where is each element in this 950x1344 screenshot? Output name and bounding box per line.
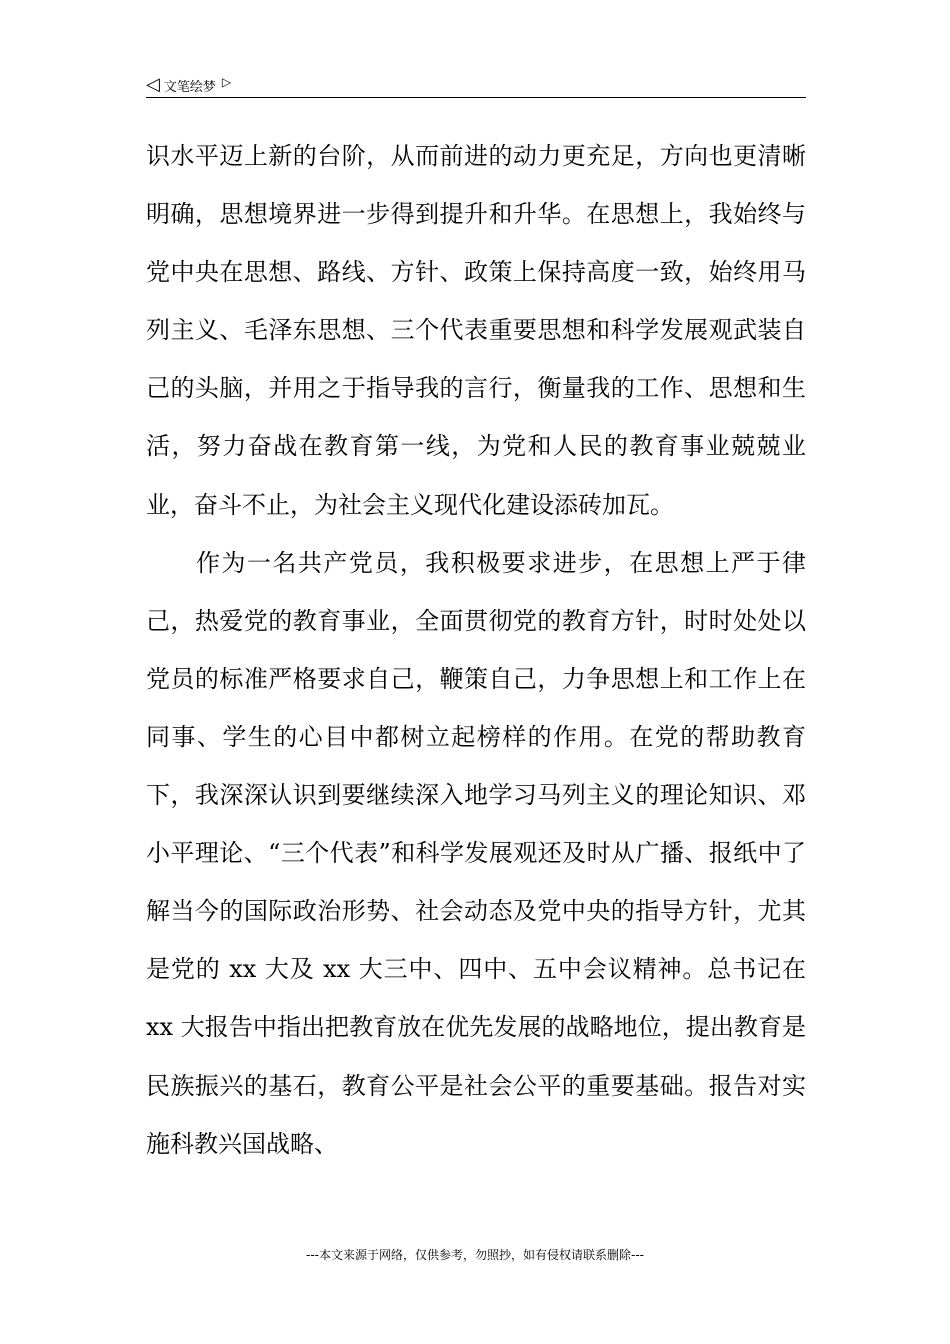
header-title: 文笔绘梦 — [163, 79, 216, 95]
paragraph-2: 作为一名共产党员，我积极要求进步，在思想上严于律己，热爱党的教育事业，全面贯彻党的教育方针，时时处处以党员的标准严格要求自己，鞭策自己，力争思想上和工作上在同事、学生的心目中都树立起榜样的作用。在党的帮助教育下，我深深认识到要继续深入地学习马列主义的理论知识、邓小平理论、“三个代表”和科学发展观还及时从广播、报纸中了解当今的国际政治形势、社会动态及党中央的指导方针，尤其是党的 xx 大及 xx 大三中、四中、五中会议精神。总书记在 xx 大报告中指出把教育放在优先发展的战略地位，提出教育是民族振兴的基石，教育公平是社会公平的重要基础。报告对实施科教兴国战略、 — [146, 548, 806, 1158]
right-triangle-icon: ▷ — [221, 75, 232, 89]
page-header — [146, 74, 806, 96]
header-divider — [146, 97, 806, 98]
document-body — [146, 127, 806, 1173]
footer-notice: ---本文来源于网络，仅供参考，勿照抄，如有侵权请联系删除--- — [306, 1248, 644, 1262]
paragraph-1: 识水平迈上新的台阶，从而前进的动力更充足，方向也更清晰明确，思想境界进一步得到提升和升华。在思想上，我始终与党中央在思想、路线、方针、政策上保持高度一致，始终用马列主义、毛泽东思想、三个代表重要思想和科学发展观武装自己的头脑，并用之于指导我的言行，衡量我的工作、思想和生活，努力奋战在教育第一线，为党和人民的教育事业兢兢业业，奋斗不止，为社会主义现代化建设添砖加瓦。 — [146, 142, 806, 519]
left-triangle-icon: ◁ — [146, 74, 160, 95]
